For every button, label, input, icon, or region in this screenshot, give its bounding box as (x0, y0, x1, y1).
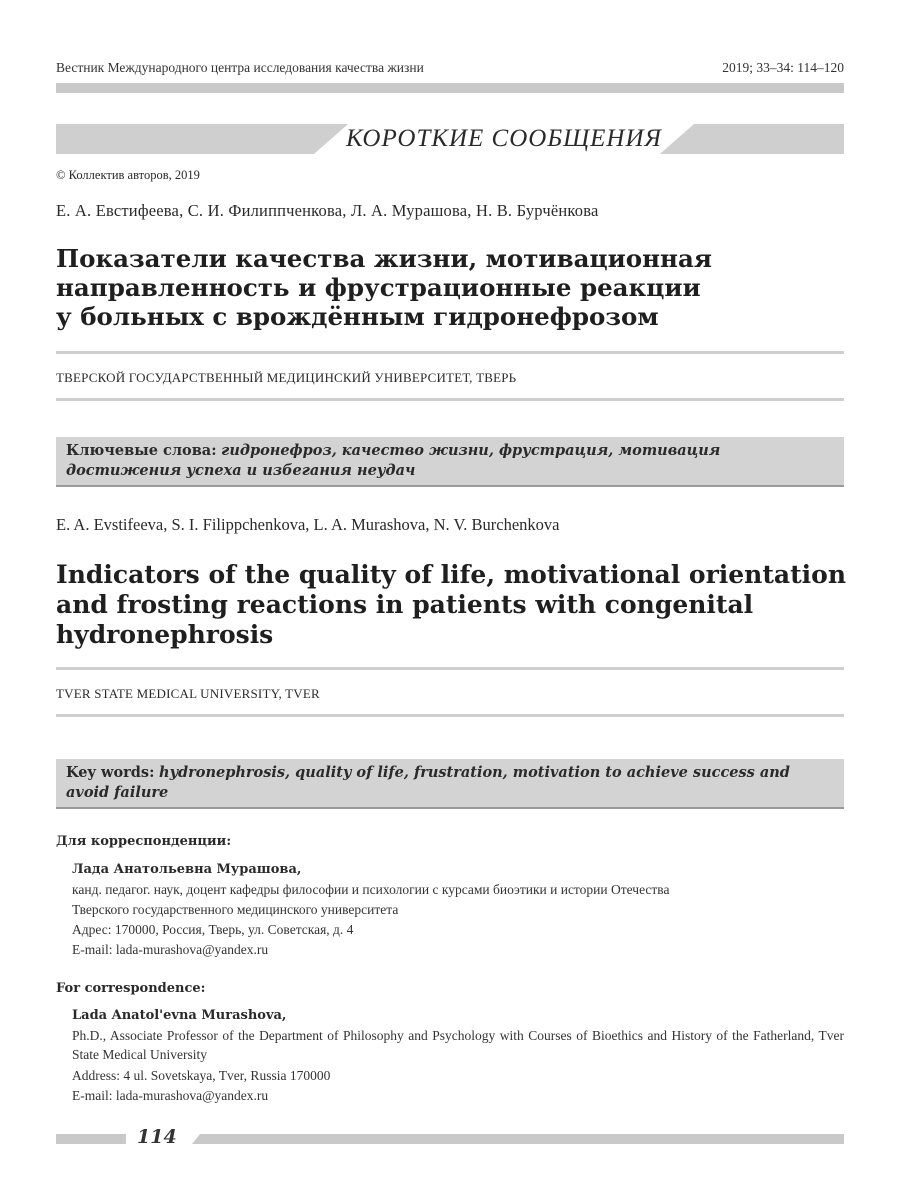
correspondent-institution-ru: Тверского государственного медицинского университета (72, 902, 399, 917)
correspondent-email-ru: E-mail: lada-murashova@yandex.ru (72, 942, 269, 957)
affiliation-ru: ТВЕРСКОЙ ГОСУДАРСТВЕННЫЙ МЕДИЦИНСКИЙ УНИВЕРСИТЕТ, ТВЕРЬ (56, 370, 517, 385)
title-en-line: hydronephrosis (56, 620, 274, 649)
keywords-box-en (56, 759, 844, 809)
correspondent-email-en: E-mail: lada-murashova@yandex.ru (72, 1088, 269, 1103)
header-divider (56, 83, 844, 93)
authors-ru: Е. А. Евстифеева, С. И. Филиппченкова, Л. А. Мурашова, Н. В. Бурчёнкова (56, 201, 599, 220)
keywords-text-ru: гидронефроз, качество жизни, фрустрация, мотивация достижения успеха и избегания неудач (66, 442, 721, 479)
correspondence-heading-en: For correspondence: (56, 981, 206, 996)
divider (56, 667, 844, 670)
article-title-ru (56, 244, 756, 331)
title-en-line: Indicators of the quality of life, motivational orientation (56, 560, 846, 589)
divider (56, 398, 844, 401)
correspondent-name-ru: Лада Анатольевна Мурашова, (72, 862, 302, 877)
divider (56, 351, 844, 354)
correspondent-address-en: Address: 4 ul. Sovetskaya, Tver, Russia 170000 (72, 1068, 331, 1083)
correspondent-address-ru: Адрес: 170000, Россия, Тверь, ул. Советская, д. 4 (72, 922, 354, 937)
keywords-box-ru (56, 437, 844, 487)
journal-name: Вестник Международного центра исследования качества жизни (56, 60, 424, 75)
footer-bar-right (192, 1134, 844, 1144)
issue-info: 2019; 33–34: 114–120 (722, 60, 844, 75)
footer-bar-left (56, 1134, 126, 1144)
affiliation-en: TVER STATE MEDICAL UNIVERSITY, TVER (56, 686, 320, 701)
keywords-text-en: hydronephrosis, quality of life, frustration, motivation to achieve success and avoid failure (66, 764, 790, 801)
copyright-notice: © Коллектив авторов, 2019 (56, 168, 200, 182)
section-banner (56, 124, 844, 154)
page-number: 114 (137, 1126, 177, 1148)
divider (56, 714, 844, 717)
keywords-label-en: Key words: (66, 764, 155, 781)
article-title-en (56, 560, 856, 650)
correspondent-name-en: Lada Anatol'evna Murashova, (72, 1008, 287, 1023)
title-ru-line: направленность и фрустрационные реакции (56, 273, 701, 302)
correspondence-heading-ru: Для корреспонденции: (56, 834, 232, 849)
title-ru-line: Показатели качества жизни, мотивационная (56, 244, 712, 273)
authors-en: E. A. Evstifeeva, S. I. Filippchenkova, L. A. Murashova, N. V. Burchenkova (56, 515, 560, 534)
title-en-line: and frosting reactions in patients with congenital (56, 590, 754, 619)
section-title: КОРОТКИЕ СООБЩЕНИЯ (346, 125, 662, 152)
correspondent-position-en: Ph.D., Associate Professor of the Department of Philosophy and Psychology with Courses of Bioethics and History of the Fatherland, Tver State Medical University (72, 1028, 844, 1062)
correspondent-position-ru: канд. педагог. наук, доцент кафедры философии и психологии с курсами биоэтики и истории Отечества (72, 882, 670, 897)
title-ru-line: у больных с врождённым гидронефрозом (56, 302, 659, 331)
keywords-label-ru: Ключевые слова: (66, 442, 217, 459)
